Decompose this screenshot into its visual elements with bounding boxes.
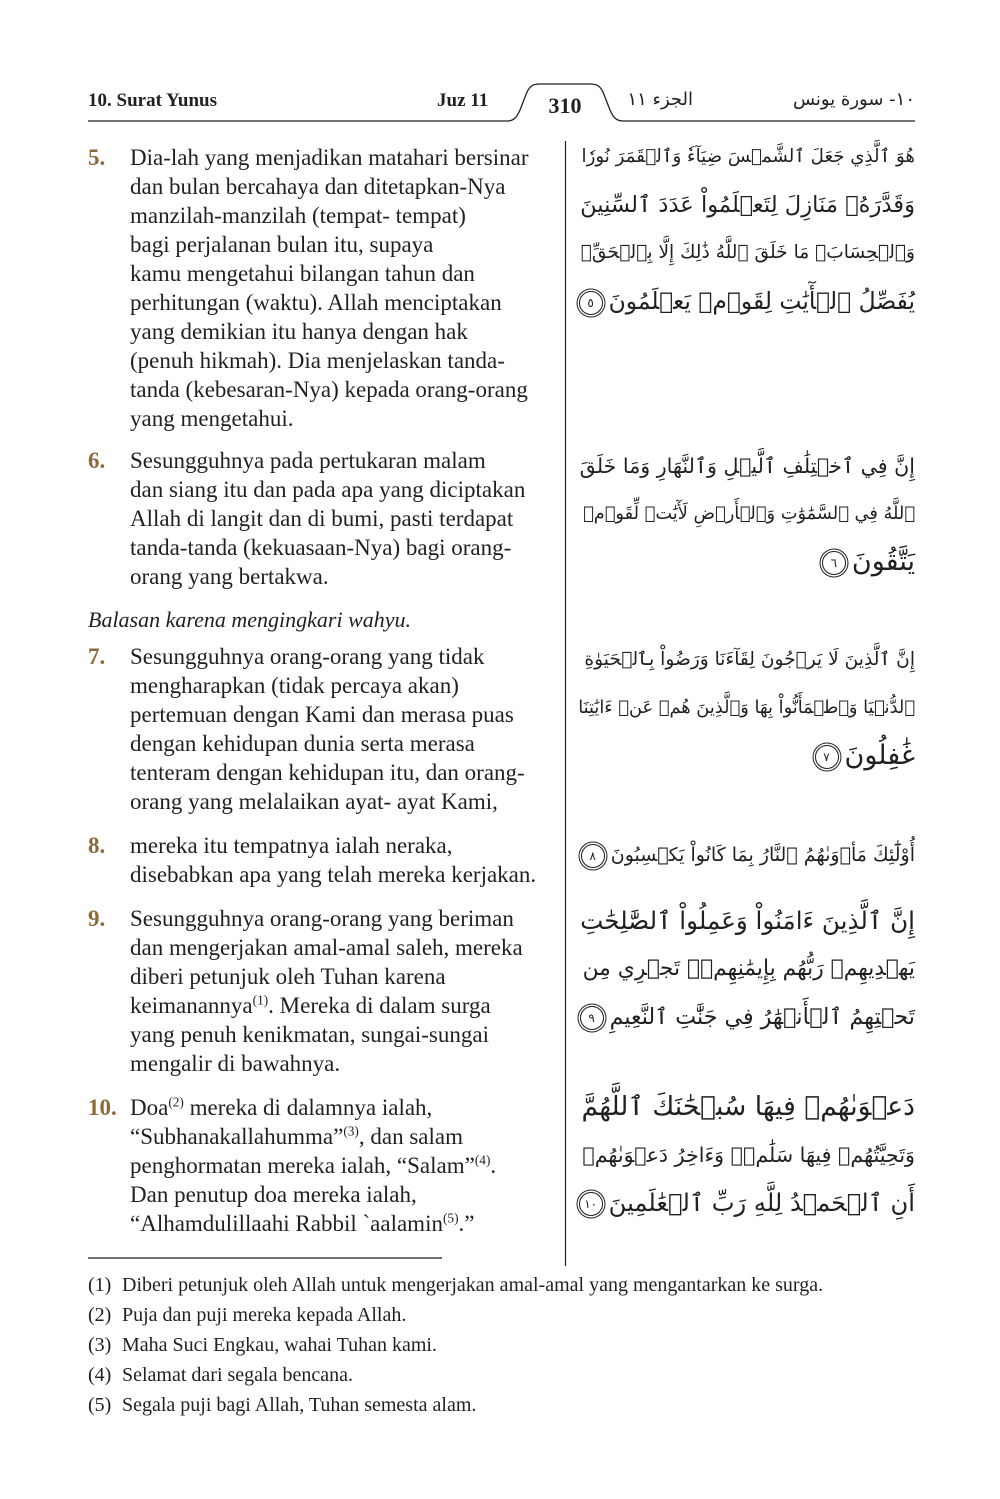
verse-number: 10. (88, 1095, 117, 1120)
translation-line: mengharapkan (tidak percaya akan) (130, 673, 459, 698)
translation-line: manzilah-manzilah (tempat- tempat) (130, 203, 466, 228)
translation-line: tenteram dengan kehidupan itu, dan orang- (130, 760, 525, 785)
arabic-text: تَحۡتِهِمُ ٱلۡأَنۡهَٰرُ فِي جَنَّٰتِ ٱلنَّعِيمِ (609, 1004, 915, 1030)
footnote-reference: (2) (168, 1094, 184, 1110)
arabic-line-content (578, 684, 915, 732)
arabic-line-content (581, 229, 915, 277)
arabic-text: ٱلدُّنۡيَا وَٱطۡمَأَنُّواْ بِهَا وَٱلَّذِينَ هُمۡ عَنۡ ءَايَٰتِنَا (578, 697, 915, 718)
arabic-text: إِنَّ فِي ٱخۡتِلَٰفِ ٱلَّيۡلِ وَٱلنَّهَارِ وَمَا خَلَقَ (579, 454, 915, 478)
translation-line: diberi petunjuk oleh Tuhan karena (130, 964, 446, 989)
translation-line: dan mengerjakan amal-amal saleh, mereka (130, 935, 523, 960)
page-number: 310 (548, 93, 582, 118)
arabic-line-content (582, 1131, 915, 1179)
arabic-line-content (582, 1083, 916, 1131)
arabic-line (578, 993, 915, 1041)
translation-text (130, 831, 536, 889)
translation-line: mereka itu tempatnya ialah neraka, (130, 833, 453, 858)
arabic-line (578, 229, 915, 277)
footnote (88, 1300, 918, 1330)
footnote-reference: (3) (343, 1123, 359, 1139)
translation-line: yang penuh kenikmatan, sungai-sungai (130, 1022, 489, 1047)
juz-label-arabic: الجزء ١١ (627, 89, 693, 110)
footnote (88, 1360, 918, 1390)
surah-title-latin: 10. Surat Yunus (88, 90, 218, 111)
translation-text (130, 143, 529, 433)
translation-line: Sesungguhnya orang-orang yang tidak (130, 644, 485, 669)
text-segment: Doa (130, 1095, 169, 1120)
arabic-line (578, 1083, 915, 1131)
arabic-text: وَتَحِيَّتُهُمۡ فِيهَا سَلَٰمٞۚ وَءَاخِرُ دَعۡوَىٰهُمۡ (582, 1143, 915, 1167)
arabic-text: وَقَدَّرَهُۥ مَنَازِلَ لِتَعۡلَمُواْ عَدَدَ ٱلسِّنِينَ (580, 192, 915, 218)
translation-text (130, 642, 525, 816)
verse-arabic (578, 897, 915, 1041)
arabic-text: ٱللَّهُ فِي ٱلسَّمَٰوَٰتِ وَٱلۡأَرۡضِ لَأٓيَٰتٖ لِّقَوۡمٖ (583, 503, 915, 524)
translation-text (130, 1093, 496, 1238)
arabic-line (578, 277, 915, 325)
arabic-line-content (582, 133, 915, 181)
translation-text (130, 904, 523, 1078)
arabic-text: أَنِ ٱلۡحَمۡدُ لِلَّهِ رَبِّ ٱلۡعَٰلَمِينَ (608, 1189, 915, 1217)
translation-line (130, 1122, 463, 1151)
text-segment: keimanannya (130, 993, 253, 1018)
translation-line: yang demikian itu hanya dengan hak (130, 319, 468, 344)
arabic-line (578, 1131, 915, 1179)
footnote (88, 1390, 918, 1420)
translation-line: yang mengetahui. (130, 406, 294, 431)
text-segment: penghormatan mereka ialah, “Salam” (130, 1153, 475, 1178)
arabic-text: يَتَّقُونَ (851, 546, 915, 577)
translation-line: orang yang bertakwa. (130, 564, 329, 589)
translation-line: Sesungguhnya pada pertukaran malam (130, 448, 486, 473)
arabic-line-content (822, 538, 915, 586)
footnote (88, 1270, 918, 1300)
arabic-line (578, 636, 915, 684)
verse-arabic (578, 442, 915, 586)
text-segment: , dan salam (358, 1124, 463, 1149)
translation-line: tanda-tanda (kekuasaan-Nya) bagi orang- (130, 535, 512, 560)
translation-line: disebabkan apa yang telah mereka kerjakan. (130, 862, 537, 887)
footnote-mark: (5) (88, 1394, 112, 1416)
arabic-line-content (584, 636, 915, 684)
arabic-line-content (579, 1179, 915, 1227)
juz-label-latin: Juz 11 (437, 90, 489, 111)
footnote-text: Diberi petunjuk oleh Allah untuk mengerjakan amal-amal yang mengantarkan ke surga. (122, 1274, 824, 1296)
translation-line: (penuh hikmah). Dia menjelaskan tanda- (130, 348, 505, 373)
footnote-reference: (1) (252, 992, 269, 1008)
translation-text (130, 446, 525, 591)
translation-line: dan bulan bercahaya dan ditetapkan-Nya (130, 174, 506, 199)
translation-line: Allah di langit dan di bumi, pasti terdapat (130, 506, 514, 531)
arabic-line (578, 442, 915, 490)
text-segment: mereka di dalamnya ialah, (183, 1095, 433, 1120)
footnote-text: Puja dan puji mereka kepada Allah. (122, 1304, 407, 1326)
footnote-text: Segala puji bagi Allah, Tuhan semesta alam. (122, 1394, 477, 1416)
arabic-line (578, 684, 915, 732)
arabic-text: يُفَصِّلُ ٱلۡأٓيَٰتِ لِقَوۡمٖ يَعۡلَمُونَ (608, 287, 915, 315)
translation-line: dan siang itu dan pada apa yang diciptakan (130, 477, 526, 502)
arabic-text: إِنَّ ٱلَّذِينَ ءَامَنُواْ وَعَمِلُواْ ٱلصَّٰلِحَٰتِ (580, 906, 915, 935)
translation-line (130, 1151, 496, 1180)
text-segment: . Mereka di dalam surga (268, 993, 491, 1018)
text-segment: “Alhamdulillaahi Rabbil `aalamin (130, 1211, 443, 1236)
surah-title-arabic: ١٠- سورة يونس (792, 89, 915, 110)
ayah-end-marker-icon: ٥ (579, 291, 603, 315)
footnote-mark: (3) (88, 1334, 112, 1356)
verse-number: 8. (88, 833, 106, 858)
arabic-line-content (580, 181, 915, 229)
arabic-line (578, 538, 915, 586)
text-segment: . (490, 1153, 497, 1178)
translation-line: perhitungan (waktu). Allah menciptakan (130, 290, 502, 315)
footnote-list (88, 1270, 918, 1420)
footnote-text: Selamat dari segala bencana. (122, 1364, 353, 1386)
arabic-line-content (815, 732, 916, 780)
translation-line: kamu mengetahui bilangan tahun dan (130, 261, 475, 286)
arabic-line-content (579, 277, 915, 325)
arabic-line-content (583, 490, 915, 538)
arabic-line (578, 831, 915, 879)
verse-arabic (578, 1083, 915, 1227)
arabic-text: هُوَ ٱلَّذِي جَعَلَ ٱلشَّمۡسَ ضِيَآءٗ وَٱلۡقَمَرَ نُورٗا (581, 146, 915, 167)
translation-line: pertemuan dengan Kami dan merasa puas (130, 702, 514, 727)
arabic-text: إِنَّ ٱلَّذِينَ لَا يَرۡجُونَ لِقَآءَنَا وَرَضُواْ بِٱلۡحَيَوٰةِ (584, 649, 915, 670)
arabic-line-content (580, 442, 915, 490)
verse-number: 9. (88, 906, 106, 931)
footnote-mark: (1) (88, 1274, 112, 1296)
footnote-mark: (2) (88, 1304, 112, 1326)
footnote-text: Maha Suci Engkau, wahai Tuhan kami. (122, 1334, 437, 1356)
translation-line: tanda (kebesaran-Nya) kepada orang-orang (130, 377, 528, 402)
arabic-line-content (581, 831, 915, 879)
ayah-end-marker-icon: ٦ (822, 551, 846, 575)
arabic-line-content (583, 945, 915, 993)
arabic-text: يَهۡدِيهِمۡ رَبُّهُم بِإِيمَٰنِهِمۡۖ تَجۡرِي مِن (582, 956, 915, 981)
arabic-line (578, 490, 915, 538)
ayah-end-marker-icon: ١٠ (579, 1192, 603, 1216)
arabic-line (578, 945, 915, 993)
arabic-line (578, 181, 915, 229)
arabic-line-content (580, 897, 915, 945)
translation-line (130, 1093, 432, 1122)
footnote-reference: (4) (474, 1152, 491, 1168)
arabic-line (578, 133, 915, 181)
ayah-end-marker-icon: ٩ (580, 1006, 604, 1030)
footnote (88, 1330, 918, 1360)
verse-arabic (578, 636, 915, 780)
arabic-text: غَٰفِلُونَ (844, 740, 915, 771)
translation-line: bagi perjalanan bulan itu, supaya (130, 232, 434, 257)
translation-line (130, 991, 491, 1020)
arabic-text: أُوْلَٰٓئِكَ مَأۡوَىٰهُمُ ٱلنَّارُ بِمَا كَانُواْ يَكۡسِبُونَ (610, 844, 915, 866)
footnote-reference: (5) (442, 1210, 459, 1226)
footnote-mark: (4) (88, 1364, 112, 1386)
arabic-line (578, 732, 915, 780)
verse-number: 7. (88, 644, 106, 669)
translation-line: Dia-lah yang menjadikan matahari bersinar (130, 145, 529, 170)
arabic-line (578, 1179, 915, 1227)
verse-arabic (578, 831, 915, 879)
verse-number: 5. (88, 145, 106, 170)
translation-line (130, 1209, 474, 1238)
section-heading: Balasan karena mengingkari wahyu. (88, 607, 412, 632)
verse-number: 6. (88, 448, 106, 473)
text-segment: “Subhanakallahumma” (130, 1124, 344, 1149)
arabic-line (578, 897, 915, 945)
translation-line: dengan kehidupan dunia serta merasa (130, 731, 475, 756)
translation-line: Sesungguhnya orang-orang yang beriman (130, 906, 514, 931)
arabic-line-content (580, 993, 915, 1041)
translation-line: mengalir di bawahnya. (130, 1051, 341, 1076)
arabic-text: دَعۡوَىٰهُمۡ فِيهَا سُبۡحَٰنَكَ ٱللَّهُمَّ (581, 1091, 915, 1122)
translation-line: orang yang melalaikan ayat- ayat Kami, (130, 789, 498, 814)
arabic-text: وَٱلۡحِسَابَۚ مَا خَلَقَ ٱللَّهُ ذَٰلِكَ إِلَّا بِٱلۡحَقِّۚ (580, 242, 915, 263)
text-segment: .” (458, 1211, 475, 1236)
translation-line: Dan penutup doa mereka ialah, (130, 1182, 417, 1207)
ayah-end-marker-icon: ٧ (815, 745, 839, 769)
ayah-end-marker-icon: ٨ (581, 844, 605, 868)
verse-arabic (578, 133, 915, 325)
